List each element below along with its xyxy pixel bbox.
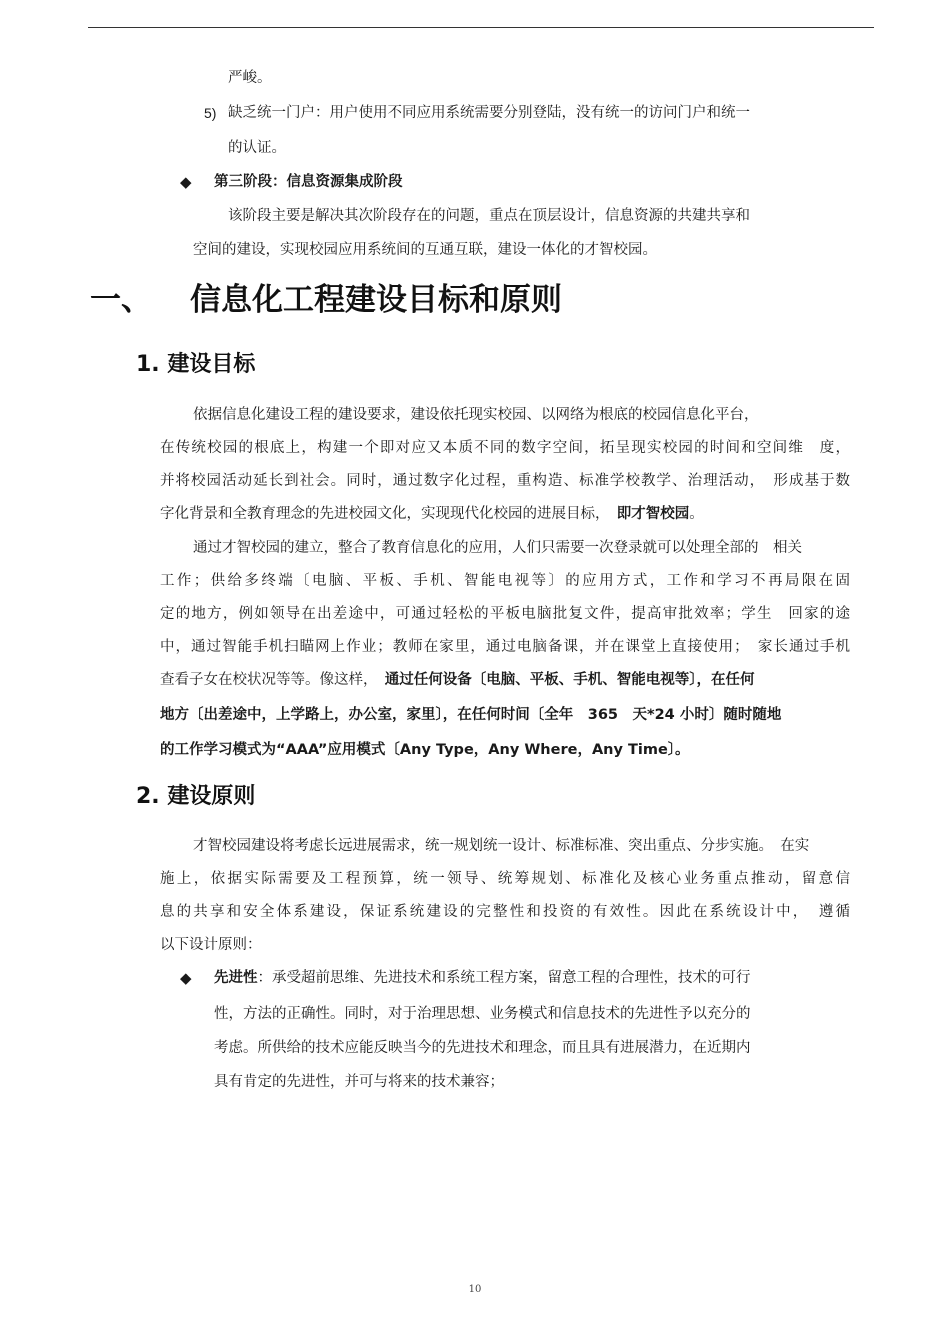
paragraph-line: 工作；供给多终端〔电脑、平板、手机、智能电视等〕的应用方式，工作和学习不再局限在固 xyxy=(160,573,850,589)
paragraph-line: 中，通过智能手机扫瞄网上作业；教师在家里，通过电脑备课，并在课堂上直接使用； 家长通过手机 xyxy=(160,639,850,655)
paragraph-line: 通过才智校园的建立，整合了教育信息化的应用，人们只需要一次登录就可以处理全部的 相关 xyxy=(193,540,802,556)
paragraph-line: 空间的建设，实现校园应用系统间的互通互联，建设一体化的才智校园。 xyxy=(193,242,657,258)
diamond-bullet-icon: ◆ xyxy=(180,173,192,191)
paragraph-line: 息的共享和安全体系建设，保证系统建设的完整性和投资的有效性。因此在系统设计中， 遵循 xyxy=(160,904,850,920)
bullet-text: 具有肯定的先进性，并可与将来的技术兼容； xyxy=(214,1074,504,1090)
chapter-title: 信息化工程建设目标和原则 xyxy=(190,282,562,318)
paragraph-line: 字化背景和全教育理念的先进校园文化，实现现代化校园的进展目标， 即才智校园。 xyxy=(160,506,704,522)
section-heading: 2. 建设原则 xyxy=(136,784,256,809)
bold-phrase: 即才智校园 xyxy=(616,506,690,522)
bold-line: 的工作学习模式为“AAA”应用模式〔Any Type，Any Where，Any Time〕。 xyxy=(160,742,690,758)
paragraph-line: 以下设计原则： xyxy=(160,937,262,953)
bullet-text: 性，方法的正确性。同时，对于治理思想、业务模式和信息技术的先进性予以充分的 xyxy=(214,1006,751,1022)
list-item-text: 的认证。 xyxy=(228,140,286,156)
paragraph-line: 该阶段主要是解决其次阶段存在的问题，重点在顶层设计，信息资源的共建共享和 xyxy=(228,208,750,224)
paragraph-line: 依据信息化建设工程的建设要求，建设依托现实校园、以网络为根底的校园信息化平台， xyxy=(193,407,759,423)
diamond-bullet-icon: ◆ xyxy=(180,969,192,987)
bold-line: 地方〔出差途中，上学路上，办公室，家里〕，在任何时间〔全年 365 天*24 小时〕随时随地 xyxy=(160,707,782,723)
section-heading: 1. 建设目标 xyxy=(136,352,256,377)
list-item-text: 缺乏统一门户：用户使用不同应用系统需要分别登陆，没有统一的访问门户和统一 xyxy=(228,105,750,121)
paragraph-line: 才智校园建设将考虑长远进展需求，统一规划统一设计、标准标准、突出重点、分步实施。 在实 xyxy=(193,838,810,854)
chapter-number: 一、 xyxy=(90,282,152,318)
bullet-text: 先进性：承受超前思维、先进技术和系统工程方案，留意工程的合理性，技术的可行 xyxy=(214,970,751,986)
list-number: 5) xyxy=(204,105,217,121)
paragraph-line: 并将校园活动延长到社会。同时，通过数字化过程，重构造、标准学校教学、治理活动， 形成基于数 xyxy=(160,473,850,489)
paragraph-line: 施上，依据实际需要及工程预算，统一领导、统筹规划、标准化及核心业务重点推动，留意信 xyxy=(160,871,850,887)
bold-phrase: 通过任何设备〔电脑、平板、手机、智能电视等〕，在任何 xyxy=(384,672,755,688)
continued-text: 严峻。 xyxy=(228,70,272,86)
stage-title: 第三阶段：信息资源集成阶段 xyxy=(214,174,403,190)
bold-phrase: 先进性 xyxy=(214,970,258,986)
paragraph-line: 定的地方，例如领导在出差途中，可通过轻松的平板电脑批复文件，提高审批效率；学生 回家的途 xyxy=(160,606,850,622)
page-number: 10 xyxy=(468,1284,482,1295)
bullet-text: 考虑。所供给的技术应能反映当今的先进技术和理念，而且具有进展潜力，在近期内 xyxy=(214,1040,751,1056)
header-rule xyxy=(88,27,874,28)
paragraph-line: 查看子女在校状况等等。像这样， 通过任何设备〔电脑、平板、手机、智能电视等〕，在任何 xyxy=(160,672,755,688)
paragraph-line: 在传统校园的根底上，构建一个即对应又本质不同的数字空间，拓呈现实校园的时间和空间维 度， xyxy=(160,440,850,456)
